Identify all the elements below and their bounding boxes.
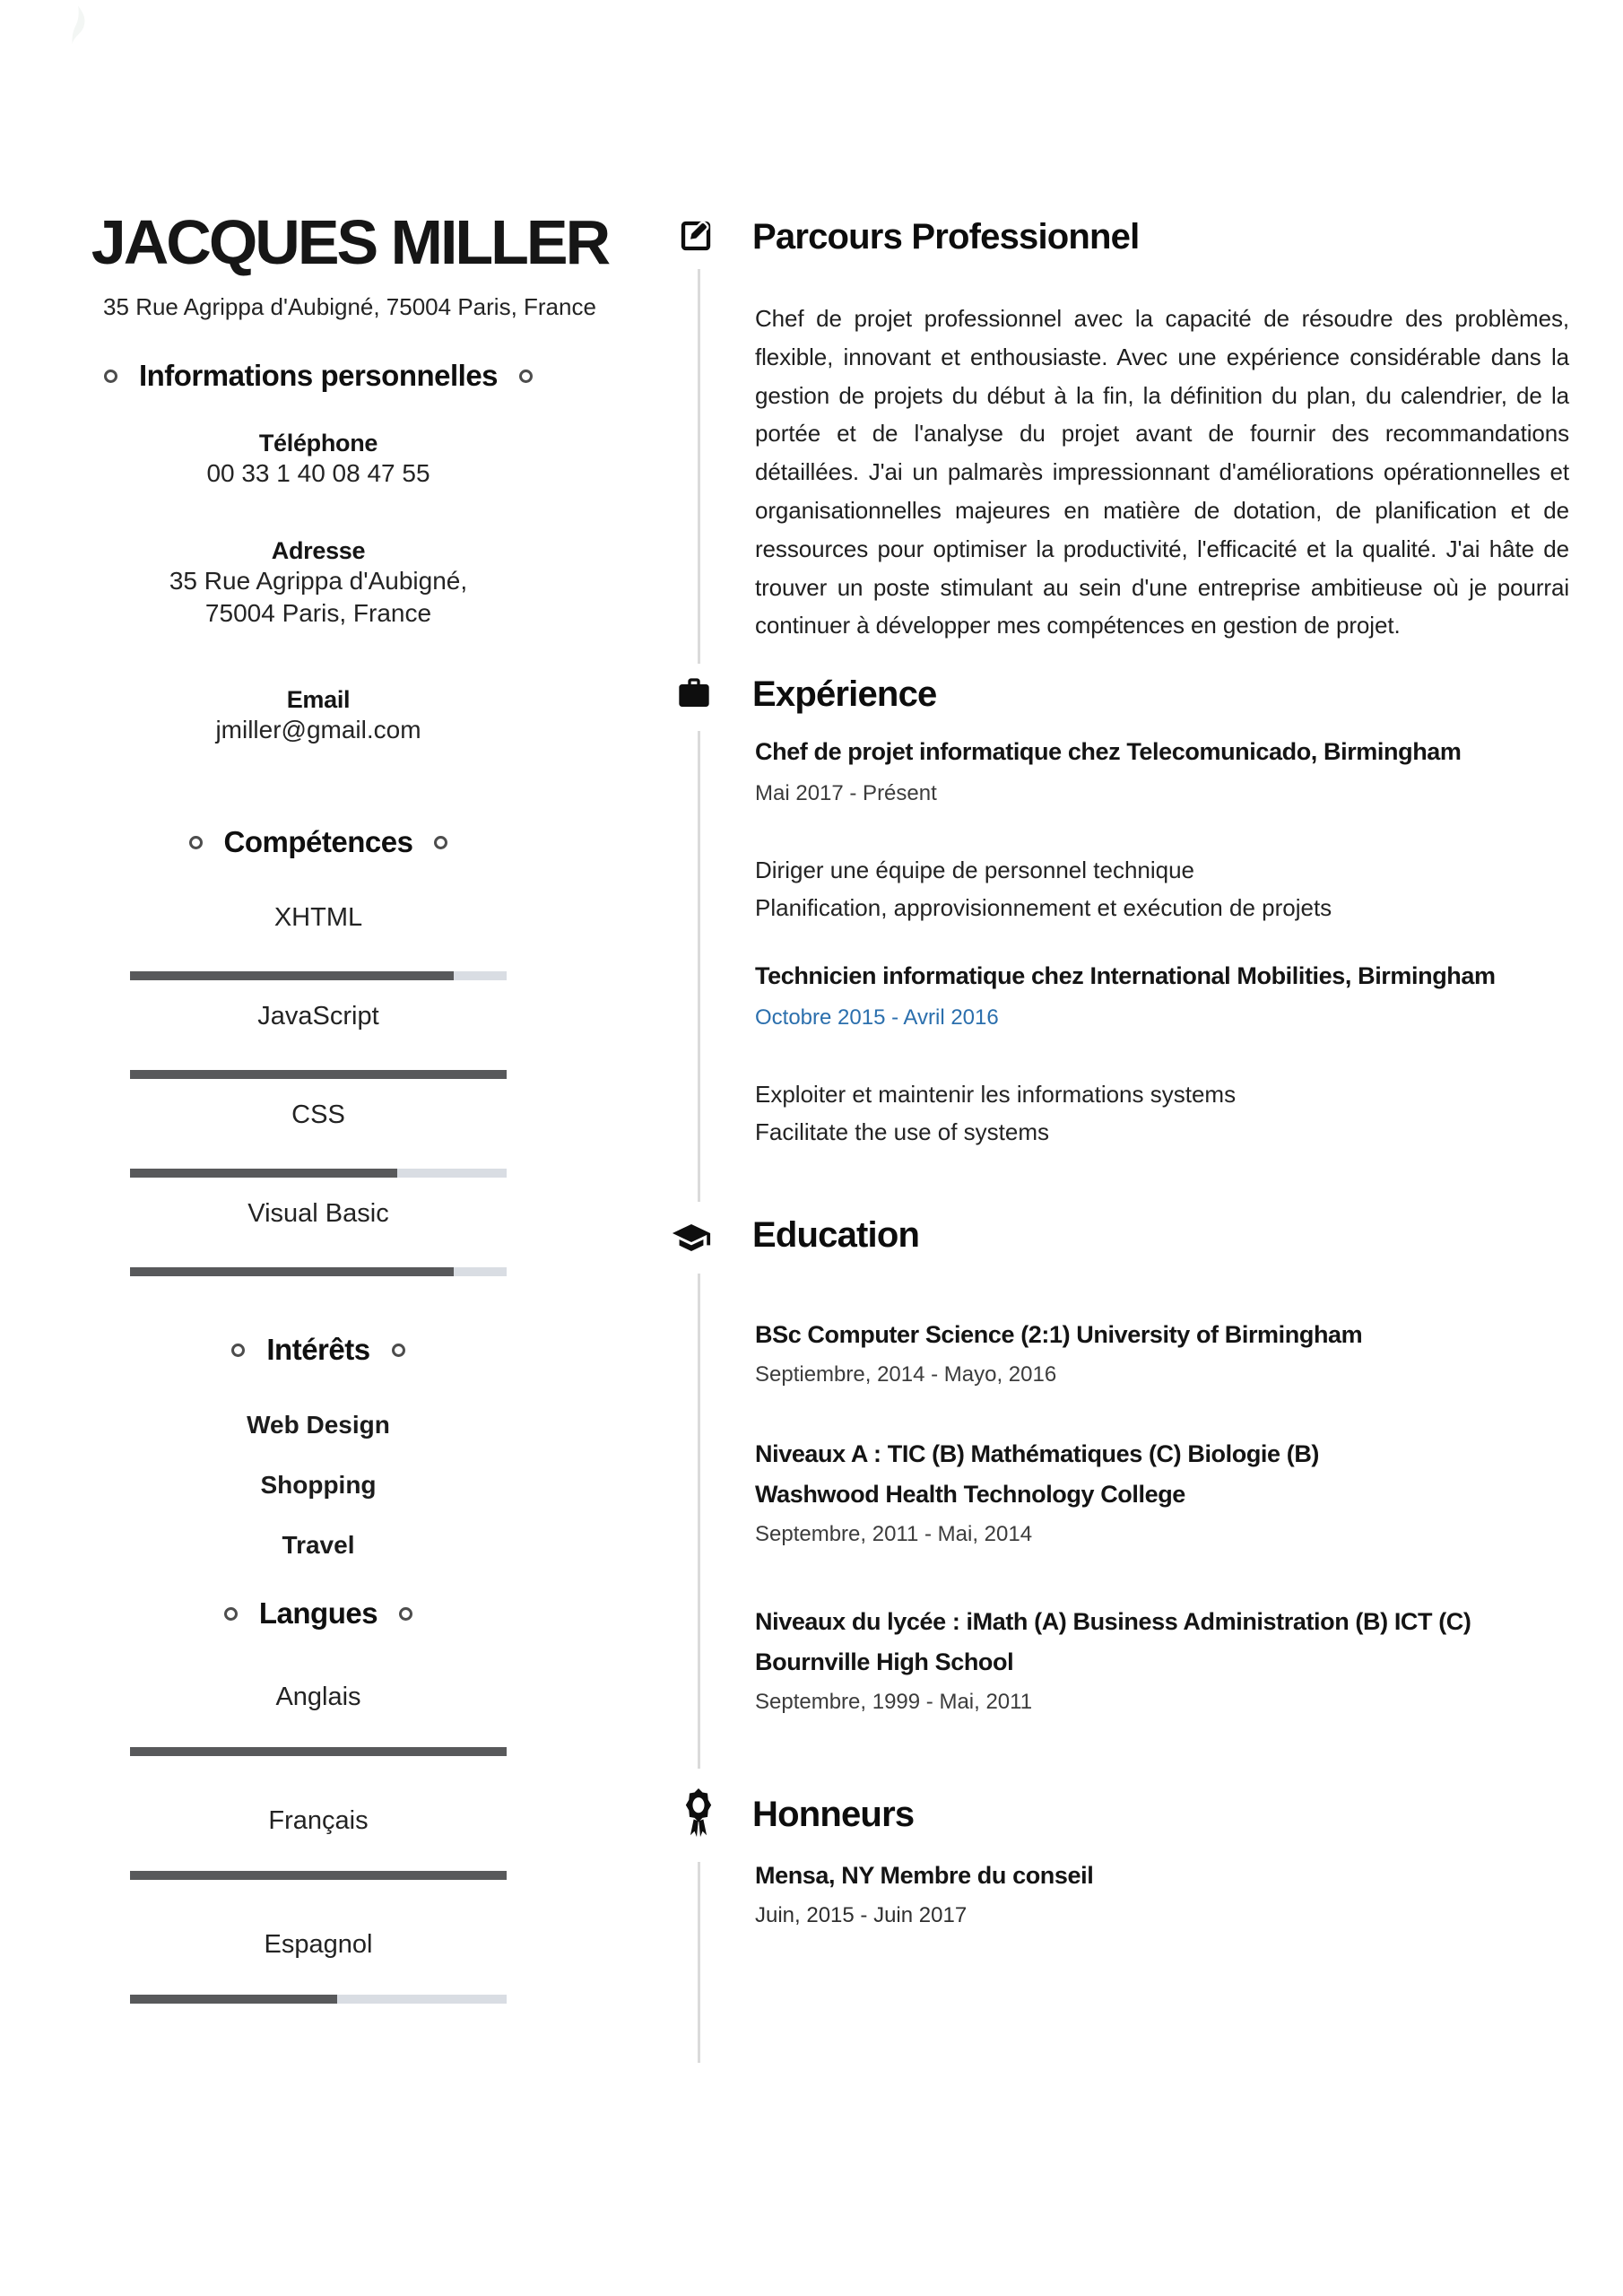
ring-icon	[189, 836, 203, 849]
field-value: 75004 Paris, France	[204, 599, 432, 627]
job-dates: Mai 2017 - Présent	[755, 781, 937, 805]
timeline-line	[698, 731, 700, 1202]
education-dates: Septembre, 1999 - Mai, 2011	[755, 1690, 1033, 1714]
job-title: Technicien informatique chez International Mobilities, Birmingham	[755, 962, 1496, 989]
skills-heading	[54, 825, 583, 859]
interest-item: Web Design	[247, 1411, 390, 1439]
language-name: Français	[268, 1806, 369, 1835]
personal-info-heading	[54, 359, 583, 393]
honor-entry	[755, 1856, 1569, 1932]
education-title: Niveaux du lycée : iMath (A) Business Administration (B) ICT (C)	[755, 1608, 1471, 1635]
level-bar	[130, 1995, 507, 2004]
education-entry	[755, 1315, 1569, 1391]
job-title: Chef de projet informatique chez Telecomunicado, Birmingham	[755, 738, 1462, 765]
field-label: Email	[286, 686, 351, 713]
level-bar-fill	[130, 1070, 507, 1079]
heading-label: Informations personnelles	[138, 359, 499, 392]
honor-title: Mensa, NY Membre du conseil	[755, 1862, 1094, 1889]
level-bar-fill	[130, 971, 454, 980]
education-entry	[755, 1434, 1569, 1551]
level-bar-fill	[130, 1995, 337, 2004]
job-bullet: Planification, approvisionnement et exécution de projets	[755, 894, 1332, 921]
interest-item: Travel	[282, 1531, 355, 1559]
timeline-line	[698, 269, 700, 664]
level-bar	[130, 971, 507, 980]
interests-section	[54, 1412, 583, 1592]
level-bar	[130, 1267, 507, 1276]
job-bullet: Facilitate the use of systems	[755, 1118, 1050, 1145]
education-dates: Septembre, 2011 - Mai, 2014	[755, 1522, 1033, 1546]
level-bar-fill	[130, 1871, 507, 1880]
job-bullets	[755, 851, 1569, 926]
level-bar-fill	[130, 1267, 454, 1276]
education-heading: Education	[752, 1215, 920, 1255]
experience-entry	[755, 956, 1569, 1151]
languages-heading	[54, 1596, 583, 1631]
timeline-line	[698, 1274, 700, 1769]
language-name: Anglais	[275, 1683, 361, 1711]
job-dates: Octobre 2015 - Avril 2016	[755, 1005, 999, 1030]
education-title: Niveaux A : TIC (B) Mathématiques (C) Biologie (B)	[755, 1440, 1320, 1467]
level-bar	[130, 1871, 507, 1880]
candidate-address: 35 Rue Agrippa d'Aubigné, 75004 Paris, France	[103, 293, 596, 320]
edit-square-icon	[678, 218, 714, 254]
skills-section	[54, 904, 583, 1299]
level-bar	[130, 1747, 507, 1756]
education-title: Washwood Health Technology College	[755, 1481, 1185, 1508]
field-value: jmiller@gmail.com	[215, 716, 421, 744]
job-bullet: Exploiter et maintenir les informations systems	[755, 1081, 1237, 1108]
field-label: Téléphone	[258, 430, 378, 457]
skill-name: Visual Basic	[247, 1199, 389, 1228]
personal-info-group	[54, 685, 583, 746]
level-bar-fill	[130, 1747, 507, 1756]
personal-info-group	[54, 536, 583, 630]
personal-info-group	[54, 429, 583, 490]
ring-icon	[224, 1607, 238, 1621]
experience-entry	[755, 732, 1569, 926]
skill-name: XHTML	[273, 903, 363, 932]
medal-icon	[683, 1788, 714, 1839]
heading-label: Compétences	[223, 825, 413, 858]
timeline-line	[698, 1862, 700, 2063]
skill-name: CSS	[291, 1100, 345, 1129]
interest-item: Shopping	[260, 1471, 377, 1499]
education-title: BSc Computer Science (2:1) University of Birmingham	[755, 1321, 1363, 1348]
heading-label: Langues	[258, 1596, 378, 1630]
experience-heading: Expérience	[752, 674, 937, 714]
profile-summary: Chef de projet professionnel avec la capacité de résoudre des problèmes, flexible, innovant et enthousiaste. Avec une expérience considérable dans la gestion de projets du début à la fin, la définition du plan, du calendrier, de la portée et de l'analyse du projet avant de fournir des recommandations détaillées. J'ai un palmarès impressionnant d'améliorations opérationnelles et organisationnelles majeures en matière de dotation, de planification et de ressources pour optimiser la productivité, l'efficacité et la qualité. J'ai hâte de trouver un poste stimulant au sein d'une entreprise ambitieuse où je pourrai continuer à développer mes compétences en gestion de projet.	[755, 305, 1569, 639]
heading-label: Intérêts	[266, 1333, 370, 1366]
interests-heading	[54, 1333, 583, 1367]
level-bar	[130, 1169, 507, 1178]
candidate-name: JACQUES MILLER	[91, 207, 609, 277]
skill-name: JavaScript	[257, 1002, 379, 1031]
ring-icon	[104, 370, 117, 383]
language-name: Espagnol	[264, 1930, 373, 1959]
ring-icon	[434, 836, 447, 849]
job-bullets	[755, 1075, 1569, 1151]
field-value: 35 Rue Agrippa d'Aubigné,	[169, 567, 468, 595]
briefcase-icon	[676, 675, 712, 711]
honors-heading: Honneurs	[752, 1795, 915, 1834]
education-title: Bournville High School	[755, 1648, 1014, 1675]
ring-icon	[399, 1607, 412, 1621]
field-label: Adresse	[271, 537, 366, 564]
level-bar-fill	[130, 1169, 397, 1178]
personal-info-section	[54, 429, 583, 746]
education-entry	[755, 1602, 1569, 1718]
graduation-cap-icon	[671, 1220, 712, 1256]
languages-section	[54, 1683, 583, 2054]
education-dates: Septiembre, 2014 - Mayo, 2016	[755, 1362, 1057, 1387]
profile-heading: Parcours Professionnel	[752, 217, 1140, 257]
level-bar	[130, 1070, 507, 1079]
field-value: 00 33 1 40 08 47 55	[206, 459, 430, 487]
ring-icon	[519, 370, 533, 383]
honor-dates: Juin, 2015 - Juin 2017	[755, 1903, 968, 1927]
watermark-logo-icon	[63, 4, 93, 51]
job-bullet: Diriger une équipe de personnel technique	[755, 857, 1195, 883]
ring-icon	[231, 1344, 245, 1357]
ring-icon	[392, 1344, 405, 1357]
